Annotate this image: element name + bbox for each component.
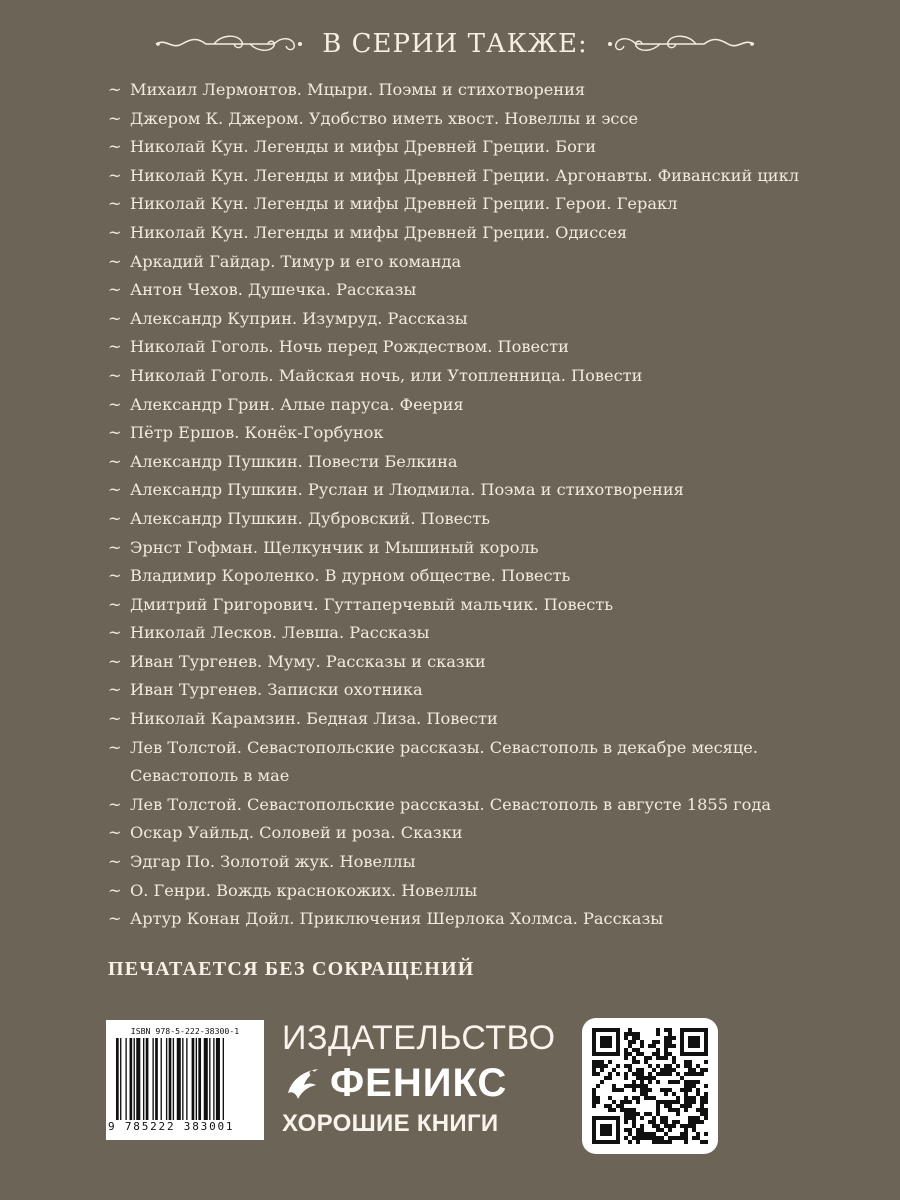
list-bullet: ~ [108, 737, 122, 757]
series-list-item [108, 819, 828, 848]
publisher-block [282, 1020, 572, 1150]
series-list-item [108, 791, 828, 820]
book-title: Николай Гоголь. Ночь перед Рождеством. Повести [130, 337, 569, 357]
list-bullet: ~ [108, 537, 122, 557]
series-title: В СЕРИИ ТАКЖЕ: [322, 29, 588, 59]
list-bullet: ~ [108, 508, 122, 528]
series-list-item [108, 877, 828, 906]
book-title: Оскар Уайльд. Соловей и роза. Сказки [130, 823, 463, 843]
isbn-barcode [106, 1020, 264, 1140]
series-list-item [108, 905, 828, 934]
series-list-item [108, 362, 828, 391]
series-list-item [108, 248, 828, 277]
series-list-item [108, 105, 828, 134]
book-title: О. Генри. Вождь краснокожих. Новеллы [130, 880, 478, 900]
list-bullet: ~ [108, 108, 122, 128]
list-bullet: ~ [108, 880, 122, 900]
book-title: Николай Лесков. Левша. Рассказы [130, 623, 430, 643]
list-bullet: ~ [108, 251, 122, 271]
list-bullet: ~ [108, 222, 122, 242]
qr-code-icon [592, 1028, 708, 1144]
list-bullet: ~ [108, 823, 122, 843]
list-bullet: ~ [108, 480, 122, 500]
series-list-item [108, 534, 828, 563]
series-list-item [108, 162, 828, 191]
publisher-footer [0, 1020, 900, 1160]
book-title: Александр Пушкин. Повести Белкина [130, 451, 458, 471]
list-bullet: ~ [108, 165, 122, 185]
book-title: Николай Карамзин. Бедная Лиза. Повести [130, 709, 498, 729]
list-bullet: ~ [108, 709, 122, 729]
list-bullet: ~ [108, 852, 122, 872]
list-bullet: ~ [108, 194, 122, 214]
series-list-item [108, 448, 828, 477]
list-bullet: ~ [108, 566, 122, 586]
series-list-item [108, 190, 828, 219]
barcode-digits: 9 785222 383001 [108, 1120, 235, 1133]
unabridged-notice: ПЕЧАТАЕТСЯ БЕЗ СОКРАЩЕНИЙ [108, 958, 475, 980]
series-list-item [108, 133, 828, 162]
list-bullet: ~ [108, 137, 122, 157]
book-title: Аркадий Гайдар. Тимур и его команда [130, 251, 462, 271]
list-bullet: ~ [108, 308, 122, 328]
publisher-slogan: ХОРОШИЕ КНИГИ [282, 1110, 499, 1137]
series-list-item [108, 848, 828, 877]
book-title: Владимир Короленко. В дурном обществе. Повесть [130, 566, 571, 586]
list-bullet: ~ [108, 594, 122, 614]
series-list-item [108, 619, 828, 648]
book-title: Пётр Ершов. Конёк-Горбунок [130, 423, 384, 443]
list-bullet: ~ [108, 80, 122, 99]
book-title: Александр Пушкин. Руслан и Людмила. Поэма и стихотворения [130, 480, 684, 500]
list-bullet: ~ [108, 423, 122, 443]
book-title: Иван Тургенев. Записки охотника [130, 680, 423, 700]
flourish-ornament-left-icon [154, 32, 304, 56]
phoenix-logo-icon [282, 1063, 322, 1103]
publisher-brand [282, 1062, 572, 1104]
series-list-item [108, 391, 828, 420]
book-title: Николай Кун. Легенды и мифы Древней Греции. Аргонавты. Фиванский цикл [130, 165, 799, 185]
series-list-item [108, 562, 828, 591]
series-list-item [108, 333, 828, 362]
book-title: Николай Кун. Легенды и мифы Древней Греции. Герои. Геракл [130, 194, 678, 214]
series-list-item [108, 676, 828, 705]
series-list-item [108, 276, 828, 305]
book-title: Дмитрий Григорович. Гуттаперчевый мальчик. Повесть [130, 594, 614, 614]
series-list-item [108, 505, 828, 534]
series-list-item [108, 419, 828, 448]
publisher-name: ФЕНИКС [330, 1061, 508, 1105]
book-title: Николай Кун. Легенды и мифы Древней Греции. Боги [130, 137, 597, 157]
book-title: Эдгар По. Золотой жук. Новеллы [130, 852, 416, 872]
book-title: Антон Чехов. Душечка. Рассказы [130, 280, 417, 300]
series-header [110, 22, 800, 66]
barcode-bars-icon [116, 1038, 254, 1120]
flourish-ornament-right-icon [606, 32, 756, 56]
series-list-item [108, 305, 828, 334]
series-list-item [108, 591, 828, 620]
list-bullet: ~ [108, 280, 122, 300]
book-title: Николай Гоголь. Майская ночь, или Утопленница. Повести [130, 365, 643, 385]
list-bullet: ~ [108, 909, 122, 929]
list-bullet: ~ [108, 651, 122, 671]
book-title: Александр Грин. Алые паруса. Феерия [130, 394, 464, 414]
book-title: Лев Толстой. Севастопольские рассказы. Севастополь в декабре месяце. Севастополь в мае [130, 737, 759, 786]
book-title: Александр Пушкин. Дубровский. Повесть [130, 508, 490, 528]
series-list-item [108, 476, 828, 505]
list-bullet: ~ [108, 451, 122, 471]
book-title: Джером К. Джером. Удобство иметь хвост. Новеллы и эссе [130, 108, 639, 128]
book-title: Иван Тургенев. Муму. Рассказы и сказки [130, 651, 486, 671]
isbn-number: ISBN 978-5-222-38300-1 [130, 1026, 240, 1036]
book-title: Эрнст Гофман. Щелкунчик и Мышиный король [130, 537, 539, 557]
series-list-item [108, 648, 828, 677]
book-title: Артур Конан Дойл. Приключения Шерлока Холмса. Рассказы [130, 909, 664, 929]
series-list-item [108, 734, 828, 791]
qr-code [582, 1018, 718, 1154]
book-title: Николай Кун. Легенды и мифы Древней Греции. Одиссея [130, 222, 628, 242]
book-title: Михаил Лермонтов. Мцыри. Поэмы и стихотворения [130, 80, 586, 99]
list-bullet: ~ [108, 680, 122, 700]
list-bullet: ~ [108, 365, 122, 385]
series-book-list [108, 76, 828, 934]
list-bullet: ~ [108, 623, 122, 643]
series-list-item [108, 705, 828, 734]
publisher-house-label: ИЗДАТЕЛЬСТВО [282, 1019, 556, 1057]
series-list-item [108, 76, 828, 105]
book-title: Лев Толстой. Севастопольские рассказы. Севастополь в августе 1855 года [130, 794, 771, 814]
book-title: Александр Куприн. Изумруд. Рассказы [130, 308, 468, 328]
list-bullet: ~ [108, 337, 122, 357]
list-bullet: ~ [108, 794, 122, 814]
series-list-item [108, 219, 828, 248]
list-bullet: ~ [108, 394, 122, 414]
